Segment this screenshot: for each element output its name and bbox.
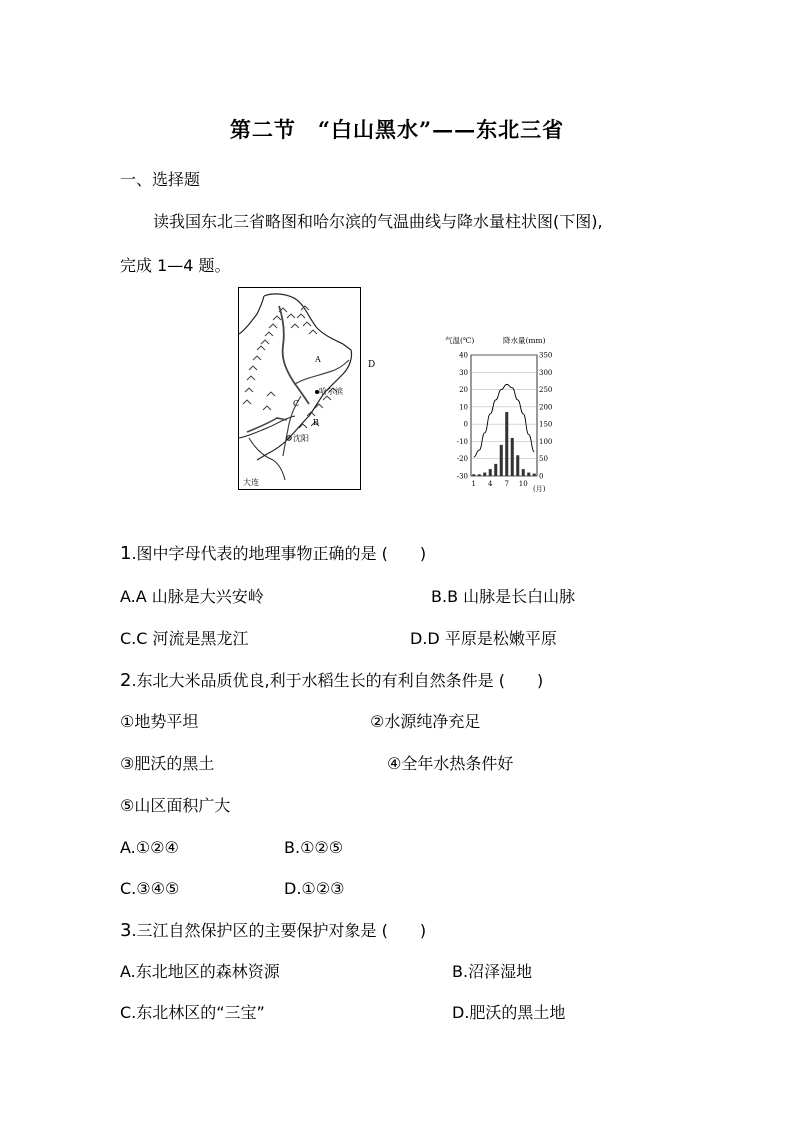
option-3d[interactable]: D.肥沃的黑土地 [452, 1003, 566, 1022]
temperature-tick-label: 10 [459, 403, 468, 412]
northeast-map [238, 287, 361, 490]
precipitation-bar [527, 473, 530, 476]
precipitation-tick-label: 350 [539, 351, 553, 360]
question-1 [120, 545, 426, 563]
map-label-d: D [368, 360, 376, 370]
precipitation-tick-label: 200 [539, 403, 553, 412]
question-text: .东北大米品质优良,利于水稻生长的有利自然条件是 ( ) [131, 671, 544, 690]
precipitation-bar [505, 412, 508, 476]
option-2b[interactable]: B.①②⑤ [284, 838, 344, 857]
climate-chart-svg [443, 335, 563, 495]
precipitation-bar [489, 469, 492, 476]
condition-item-3: ③肥沃的黑土 [120, 754, 215, 773]
precipitation-bar [500, 445, 503, 476]
question-number: 2 [120, 670, 132, 691]
precipitation-axis-title: 降水量(mm) [503, 336, 546, 345]
month-tick-label: 10 [518, 480, 528, 488]
precipitation-bar [533, 474, 536, 476]
option-2d[interactable]: D.①②③ [284, 879, 345, 898]
precipitation-tick-label: 0 [539, 472, 544, 481]
precipitation-bar [511, 438, 514, 476]
plot-frame [471, 355, 537, 476]
precipitation-bar [483, 473, 486, 476]
intro-line-2: 完成 1—4 题。 [120, 256, 231, 275]
climate-chart [443, 335, 563, 495]
map-label-a: A [315, 355, 321, 364]
option-1b[interactable]: B.B 山脉是长白山脉 [431, 587, 576, 606]
temperature-tick-label: 20 [459, 386, 468, 395]
condition-item-4: ④全年水热条件好 [387, 754, 514, 773]
precipitation-bar [516, 455, 519, 476]
precipitation-tick-label: 100 [539, 437, 553, 446]
question-3 [120, 922, 426, 940]
temperature-tick-label: -30 [456, 472, 468, 481]
temperature-curve [474, 384, 535, 457]
option-1a[interactable]: A.A 山脉是大兴安岭 [120, 587, 264, 606]
question-text: .图中字母代表的地理事物正确的是 ( ) [131, 544, 427, 563]
option-2a[interactable]: A.①②④ [120, 838, 179, 857]
temperature-axis-title: 气温(℃) [445, 336, 475, 345]
precipitation-bar [494, 464, 497, 476]
precipitation-bar [472, 474, 475, 476]
precipitation-tick-label: 50 [539, 455, 548, 464]
temperature-tick-label: 40 [459, 351, 468, 360]
map-label-dalian: 大连 [243, 478, 259, 487]
map-drawing [239, 288, 361, 490]
temperature-tick-label: -20 [456, 455, 468, 464]
question-2 [120, 672, 543, 690]
question-number: 1 [120, 543, 132, 564]
map-label-shenyang: 沈阳 [293, 434, 309, 443]
map-label-harbin: 哈尔滨 [319, 387, 343, 396]
option-1d[interactable]: D.D 平原是松嫩平原 [410, 629, 557, 648]
page-title: 第二节 “白山黑水”——东北三省 [229, 117, 565, 142]
precipitation-tick-label: 300 [539, 368, 553, 377]
option-3a[interactable]: A.东北地区的森林资源 [120, 962, 280, 981]
map-label-c: C [293, 399, 300, 408]
map-label-b: B [313, 418, 319, 427]
temperature-tick-label: -10 [456, 437, 468, 446]
precipitation-bar [478, 474, 481, 476]
option-2c[interactable]: C.③④⑤ [120, 879, 180, 898]
condition-item-2: ②水源纯净充足 [370, 712, 481, 731]
section-heading: 一、选择题 [120, 170, 201, 189]
precipitation-tick-label: 150 [539, 420, 553, 429]
condition-item-1: ①地势平坦 [120, 712, 199, 731]
precipitation-bar [522, 469, 525, 476]
precipitation-tick-label: 250 [539, 386, 553, 395]
temperature-tick-label: 30 [459, 368, 468, 377]
month-tick-label: 1 [471, 480, 476, 488]
condition-item-5: ⑤山区面积广大 [120, 796, 231, 815]
temperature-tick-label: 0 [463, 420, 468, 429]
option-3c[interactable]: C.东北林区的“三宝” [120, 1003, 265, 1022]
option-1c[interactable]: C.C 河流是黑龙江 [120, 629, 249, 648]
question-text: .三江自然保护区的主要保护对象是 ( ) [131, 921, 427, 940]
question-number: 3 [120, 920, 132, 941]
intro-line-1: 读我国东北三省略图和哈尔滨的气温曲线与降水量柱状图(下图), [153, 212, 603, 231]
x-axis-unit: (月) [533, 485, 546, 493]
month-tick-label: 4 [488, 480, 493, 488]
month-tick-label: 7 [504, 480, 509, 488]
option-3b[interactable]: B.沼泽湿地 [452, 962, 533, 981]
